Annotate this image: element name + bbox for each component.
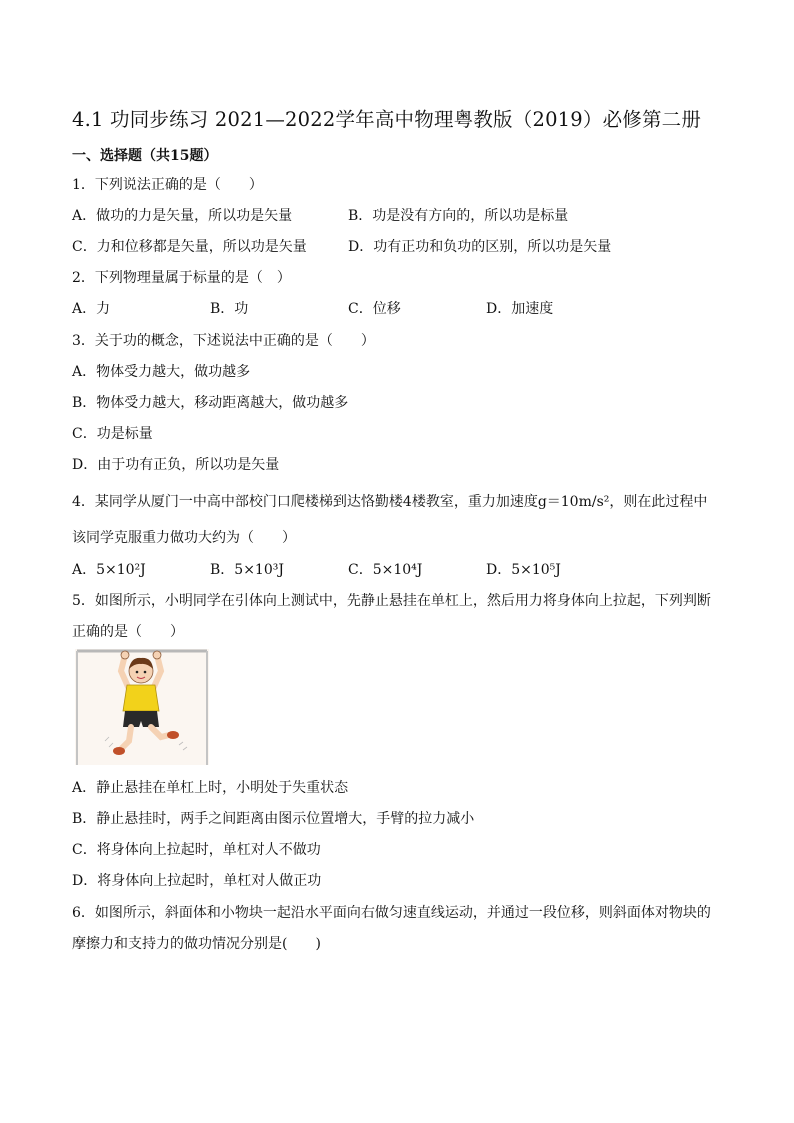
question-2-option-c: C．位移: [348, 301, 401, 317]
question-3-option-c: C．功是标量: [72, 426, 153, 442]
question-4-stem-line-1: 4．某同学从厦门一中高中部校门口爬楼梯到达恪勤楼4楼教室，重力加速度g＝10m/s²，则在此过程中: [72, 494, 708, 510]
question-2-stem: 2．下列物理量属于标量的是（ ）: [72, 270, 291, 286]
question-4-option-b: B．5×10³J: [210, 562, 284, 578]
question-5-option-a: A．静止悬挂在单杠上时，小明处于失重状态: [72, 780, 349, 796]
question-3-option-d: D．由于功有正负，所以功是矢量: [72, 457, 280, 473]
question-1-option-d: D．功有正功和负功的区别，所以功是矢量: [348, 239, 612, 255]
question-4-option-a: A．5×10²J: [72, 562, 146, 578]
question-2-option-d: D．加速度: [486, 301, 554, 317]
question-6-stem-line-2: 摩擦力和支持力的做功情况分别是( ): [72, 936, 321, 952]
pull-up-illustration: [75, 649, 209, 765]
question-5-option-d: D．将身体向上拉起时，单杠对人做正功: [72, 873, 322, 889]
question-4-stem-line-2: 该同学克服重力做功大约为（ ）: [72, 530, 296, 546]
question-5-option-b: B．静止悬挂时，两手之间距离由图示位置增大，手臂的拉力减小: [72, 811, 475, 827]
question-5-option-c: C．将身体向上拉起时，单杠对人不做功: [72, 842, 321, 858]
question-4-option-d: D．5×10⁵J: [486, 562, 561, 578]
question-3-option-b: B．物体受力越大，移动距离越大，做功越多: [72, 395, 349, 411]
question-4-option-c: C．5×10⁴J: [348, 562, 423, 578]
question-3-option-a: A．物体受力越大，做功越多: [72, 364, 251, 380]
question-5-stem-line-2: 正确的是（ ）: [72, 624, 184, 640]
question-5-stem-line-1: 5．如图所示，小明同学在引体向上测试中，先静止悬挂在单杠上，然后用力将身体向上拉起，下列判断: [72, 593, 711, 609]
document-title: 4.1 功同步练习 2021—2022学年高中物理粤教版（2019）必修第二册: [72, 108, 702, 131]
question-1-option-c: C．力和位移都是矢量，所以功是矢量: [72, 239, 307, 255]
question-6-stem-line-1: 6．如图所示，斜面体和小物块一起沿水平面向右做匀速直线运动，并通过一段位移，则斜面体对物块的: [72, 905, 711, 921]
section-heading: 一、选择题（共15题）: [72, 148, 218, 164]
question-1-option-b: B．功是没有方向的，所以功是标量: [348, 208, 569, 224]
pull-up-figure: [75, 649, 209, 765]
question-1-option-a: A．做功的力是矢量，所以功是矢量: [72, 208, 293, 224]
question-3-stem: 3．关于功的概念，下述说法中正确的是（ ）: [72, 333, 375, 349]
question-1-stem: 1．下列说法正确的是（ ）: [72, 177, 263, 193]
question-2-option-b: B．功: [210, 301, 249, 317]
question-2-option-a: A．力: [72, 301, 111, 317]
